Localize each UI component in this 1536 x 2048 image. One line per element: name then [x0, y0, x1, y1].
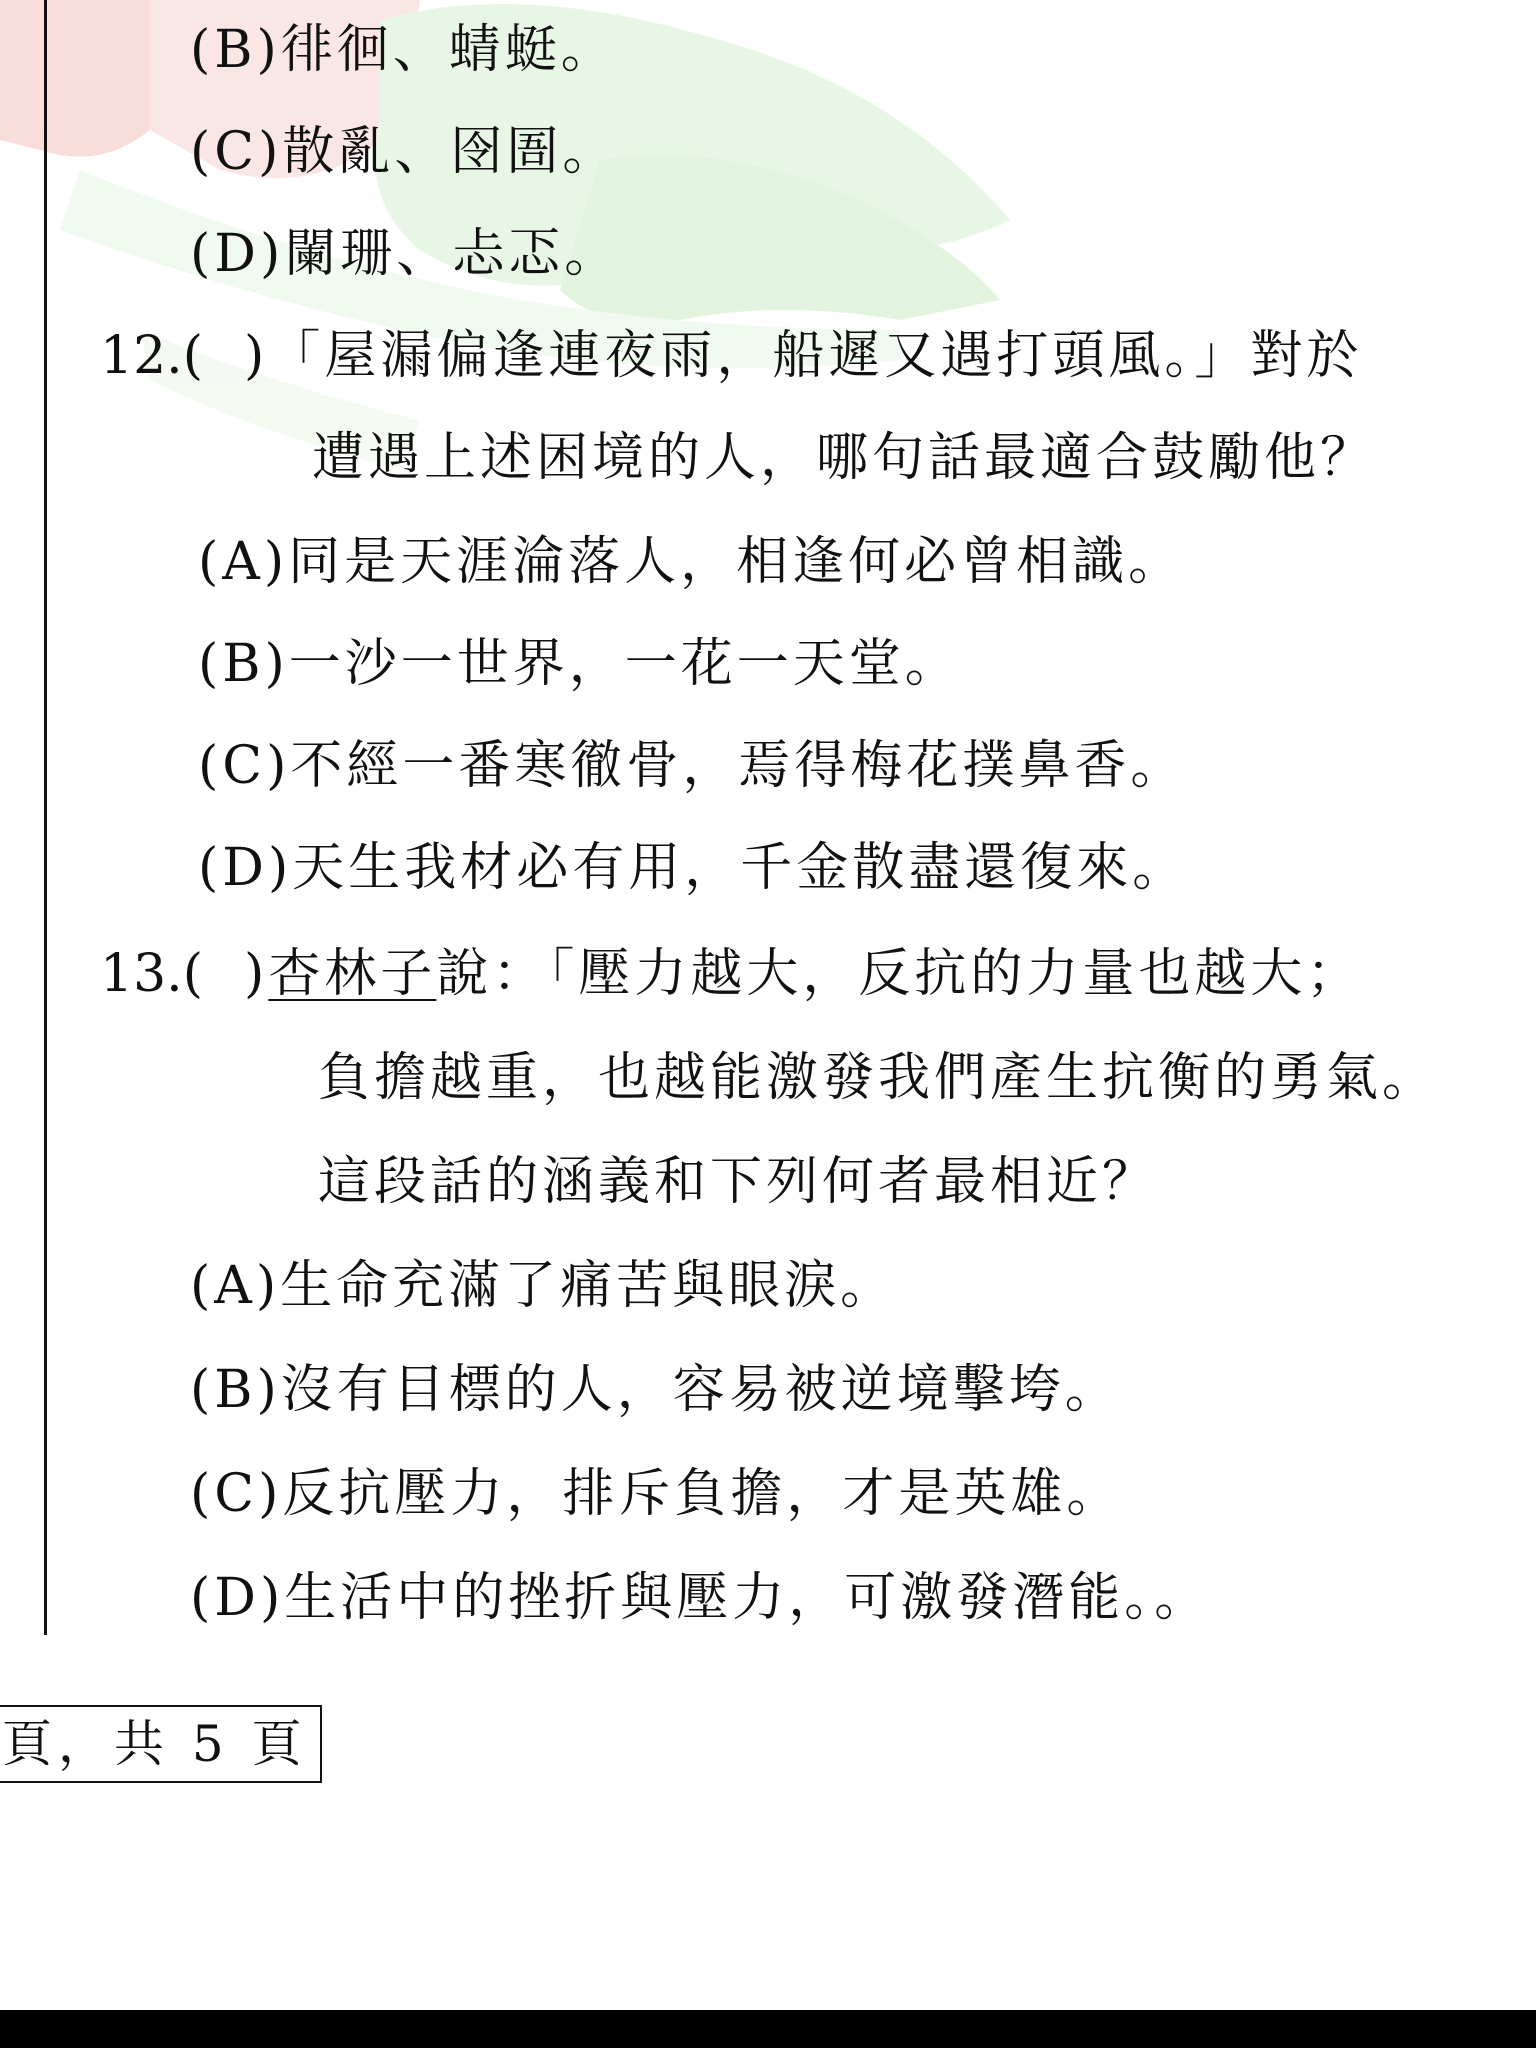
page-number-box: 頁，共 5 頁: [0, 1705, 322, 1783]
q13-stem-line1: [100, 944, 1362, 1004]
q12-option-b: (B)一沙一世界，一花一天堂。: [198, 634, 961, 694]
q13-stem-line3: 這段話的涵義和下列何者最相近？: [318, 1152, 1159, 1212]
q12-option-d: (D)天生我材必有用，千金散盡還復來。: [198, 838, 1189, 898]
bottom-edge-bar: [0, 2010, 1536, 2048]
q12-stem-text-1: 「屋漏偏逢連夜雨，船遲又遇打頭風。」對於: [268, 326, 1363, 386]
q12-stem-line2: 遭遇上述困境的人，哪句話最適合鼓勵他？: [312, 428, 1377, 488]
q13-speaker-name: 杏林子: [268, 944, 437, 1004]
q13-answer-blank[interactable]: ): [202, 944, 269, 1004]
q12-answer-blank[interactable]: ): [202, 326, 269, 386]
q13-option-b: (B)沒有目標的人，容易被逆境擊垮。: [190, 1360, 1121, 1420]
prev-option-b: (B)徘徊、蜻蜓。: [190, 20, 617, 80]
q12-option-a: (A)同是天涯淪落人，相逢何必曾相識。: [198, 532, 1185, 592]
margin-rule: [44, 0, 47, 1635]
prev-option-c: (C)散亂、囹圄。: [190, 122, 619, 182]
prev-option-d: (D)闌珊、忐忑。: [190, 224, 621, 284]
q13-option-c: (C)反抗壓力，排斥負擔，才是英雄。: [190, 1464, 1123, 1524]
q13-stem-line2: 負擔越重，也越能激發我們產生抗衡的勇氣。: [318, 1048, 1439, 1108]
q12-option-c: (C)不經一番寒徹骨，焉得梅花撲鼻香。: [198, 736, 1187, 796]
q12-number: 12.(: [100, 326, 203, 386]
q13-number: 13.(: [100, 944, 203, 1004]
q13-stem-text-1: 說：「壓力越大，反抗的力量也越大；: [436, 944, 1363, 1004]
q12-stem-line1: [100, 326, 1362, 386]
q13-option-d: (D)生活中的挫折與壓力，可激發潛能。。: [190, 1568, 1211, 1628]
q13-option-a: (A)生命充滿了痛苦與眼淚。: [190, 1256, 897, 1316]
